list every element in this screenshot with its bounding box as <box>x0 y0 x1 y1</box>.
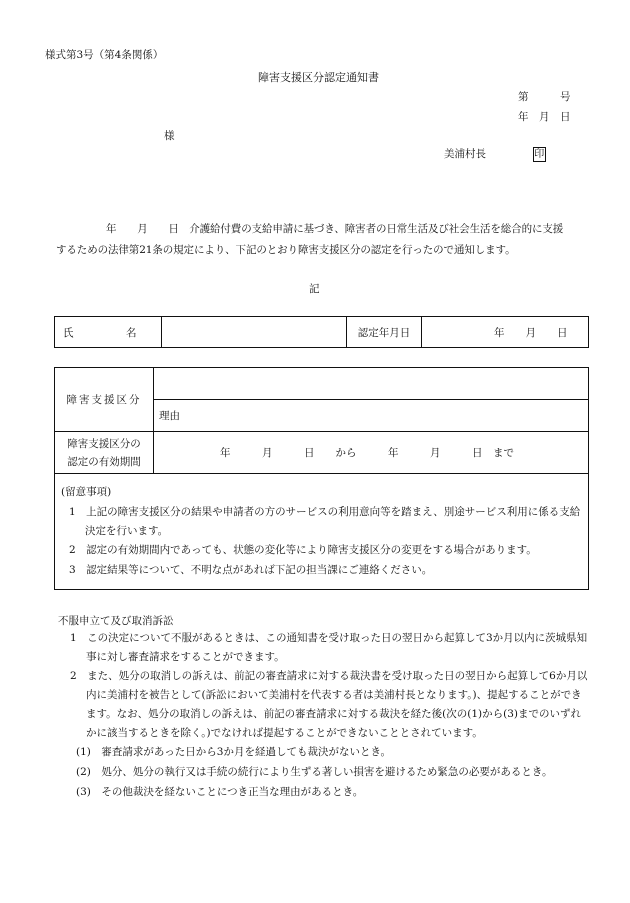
body-line-2: するための法律第21条の規定により、下記のとおり障害支援区分の認定を行ったので通知します。 <box>56 244 516 256</box>
issue-date: 年 月 日 <box>518 111 571 123</box>
issuer <box>444 146 546 162</box>
body-line-1: 年 月 日 介護給付費の支給申請に基づき、障害者の日常生活及び社会生活を総合的に支援 <box>106 223 564 235</box>
period-label-line-2: 認定の有効期間 <box>67 455 141 468</box>
form-label: 様式第3号（第4条関係） <box>45 49 164 61</box>
notes-heading: (留意事項) <box>61 486 112 498</box>
table-name-date <box>54 316 589 348</box>
notes-item-2: 2 認定の有効期間内であっても、状態の変化等により障害支援区分の変更をする場合があります。 <box>69 544 537 556</box>
issuer-name: 美浦村長 <box>444 148 486 160</box>
reason-label: 理由 <box>154 400 589 432</box>
appeal-item-2: 2 また、処分の取消しの訴えは、前記の審査請求に対する裁決書を受け取った日の翌日から起算して6か月以内に美浦村を被告として(訴訟において美浦村を代表する者は美浦村長となります。)、提起することができます。なお、処分の取消しの訴えは、前記の審査請求に対する裁決を経た後(次の(1)から(3)までのいずれかに該当するときを除く。)でなければ提起することができないこととされています。 <box>70 670 588 739</box>
table-category <box>54 367 589 474</box>
seal-mark: 印 <box>534 149 545 160</box>
appeal-item-1: 1 この決定について不服があるときは、この通知書を受け取った日の翌日から起算して3か月以内に茨城県知事に対し審査請求をすることができます。 <box>70 632 588 663</box>
period-label <box>55 432 154 474</box>
period-value: 年 月 日 から 年 月 日 まで <box>154 432 589 474</box>
category-value <box>154 368 589 400</box>
addressee-suffix: 様 <box>164 130 175 142</box>
date-label: 認定年月日 <box>347 317 422 348</box>
appeal-sub-3: (3) その他裁決を経ないことにつき正当な理由があるとき。 <box>76 786 364 798</box>
appeal-sub-2: (2) 処分、処分の執行又は手続の続行により生ずる著しい損害を避けるため緊急の必要があるとき。 <box>76 766 553 778</box>
period-label-line-1: 障害支援区分の <box>67 437 141 450</box>
name-value <box>162 317 347 348</box>
document-title: 障害支援区分認定通知書 <box>258 71 379 84</box>
appeal-sub-1: (1) 審査請求があった日から3か月を経過しても裁決がないとき。 <box>76 746 392 758</box>
appeal-heading: 不服申立て及び取消訴訟 <box>58 615 174 627</box>
document-number: 第 号 <box>518 91 571 103</box>
ki-heading: 記 <box>309 283 320 295</box>
notes-box <box>54 473 589 590</box>
date-value: 年 月 日 <box>422 317 589 348</box>
notes-item-3: 3 認定結果等について、不明な点があれば下記の担当課にご連絡ください。 <box>69 564 433 576</box>
category-label: 障害支援区分 <box>55 368 154 432</box>
notes-item-1: 1 上記の障害支援区分の結果や申請者の方のサービスの利用意向等を踏まえ、別途サービス利用に係る支給決定を行います。 <box>69 506 581 537</box>
name-label: 氏 名 <box>55 317 162 348</box>
